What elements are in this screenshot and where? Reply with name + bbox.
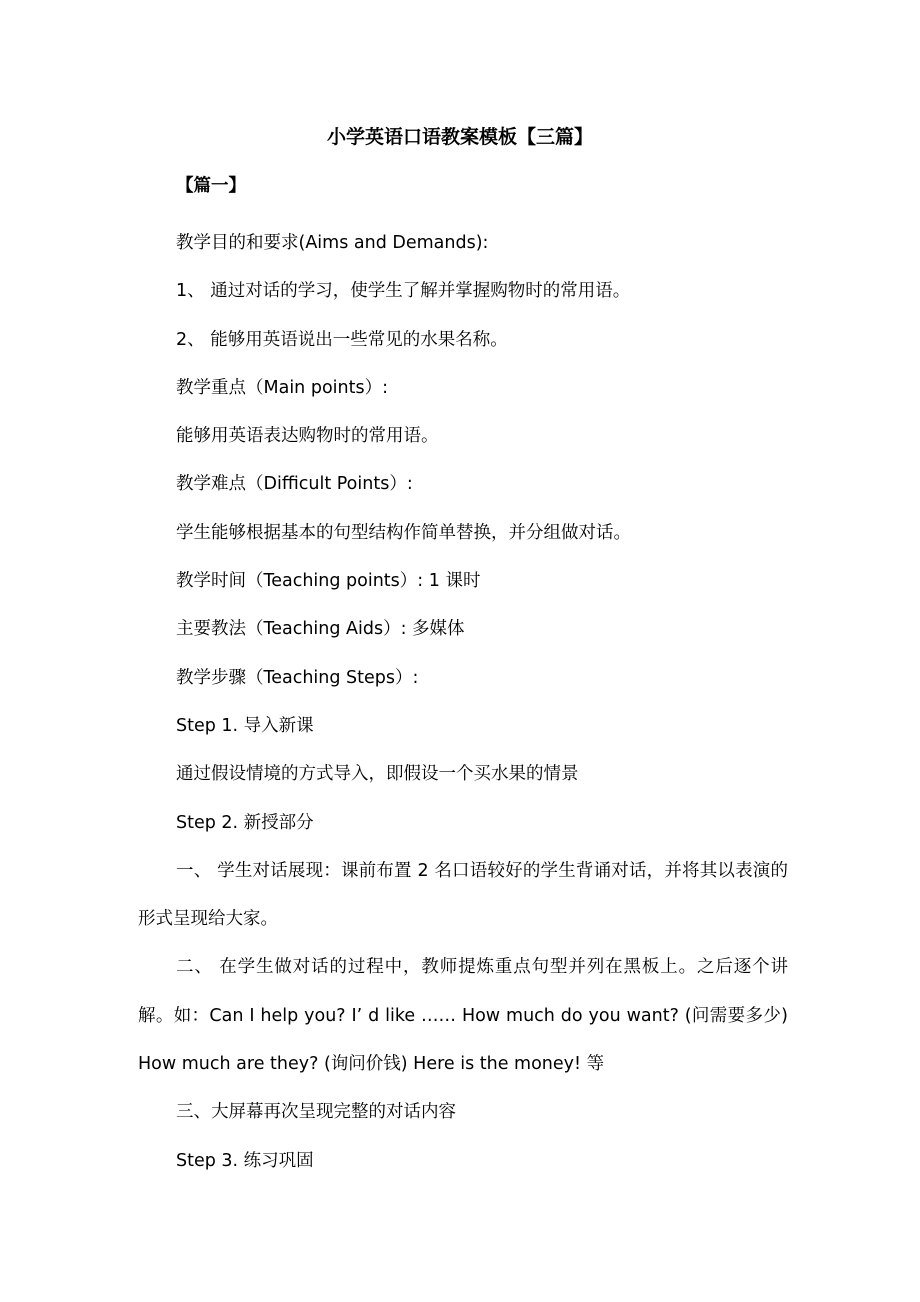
paragraph-main-points-heading: 教学重点（Main points）: — [176, 377, 388, 398]
paragraph-teaching-time: 教学时间（Teaching points）: 1 课时 — [176, 571, 481, 592]
section-heading: 【篇一】 — [176, 176, 246, 196]
paragraph-difficult-points: 学生能够根据基本的句型结构作简单替换，并分组做对话。 — [176, 522, 631, 543]
paragraph-step-2-item-2: 二、 在学生做对话的过程中，教师提炼重点句型并列在黑板上。之后逐个讲解。如：Can I help you? I’ d like …… How much do you want? (问需要多少) How much are they? (询问价钱) Here is the money! 等 — [138, 957, 788, 1075]
document-body — [138, 219, 788, 1185]
paragraph-aim-1: 1、 通过对话的学习，使学生了解并掌握购物时的常用语。 — [176, 281, 631, 302]
paragraph-step-1-detail: 通过假设情境的方式导入，即假设一个买水果的情景 — [176, 764, 579, 785]
document-title: 小学英语口语教案模板【三篇】 — [326, 126, 593, 148]
paragraph-step-1: Step 1. 导入新课 — [176, 715, 314, 736]
paragraph-step-2-item-1: 一、 学生对话展现：课前布置 2 名口语较好的学生背诵对话，并将其以表演的形式呈现给大家。 — [138, 860, 788, 930]
paragraph-step-3: Step 3. 练习巩固 — [176, 1150, 314, 1171]
paragraph-step-2-item-3: 三、大屏幕再次呈现完整的对话内容 — [176, 1102, 456, 1123]
paragraph-difficult-points-heading: 教学难点（Difficult Points）: — [176, 474, 413, 495]
paragraph-aims: 教学目的和要求(Aims and Demands): — [176, 233, 489, 253]
paragraph-main-points: 能够用英语表达购物时的常用语。 — [176, 426, 439, 447]
paragraph-teaching-steps: 教学步骤（Teaching Steps）: — [176, 667, 419, 688]
paragraph-aim-2: 2、 能够用英语说出一些常见的水果名称。 — [176, 329, 508, 350]
paragraph-step-2: Step 2. 新授部分 — [176, 812, 314, 833]
paragraph-teaching-aids: 主要教法（Teaching Aids）: 多媒体 — [176, 619, 465, 640]
